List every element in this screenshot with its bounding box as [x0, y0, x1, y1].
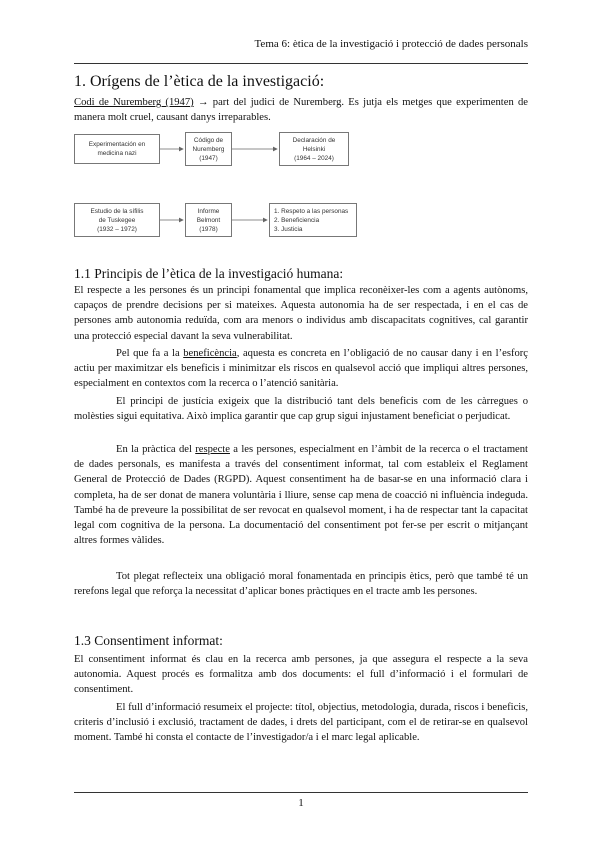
box-nazi-experimentation: Experimentación en medicina nazi	[74, 134, 160, 164]
justice-paragraph: El principi de justícia exigeix que la distribució tant dels beneficis com de les càrregues o molèsties sigui equitativa. Això implica garantir que cap grup sigui injustament beneficiat o perjudicat.	[74, 396, 528, 423]
section-1-1-heading: 1.1 Principis de l’ètica de la investigació humana:	[74, 266, 344, 281]
section-1-intro	[74, 95, 528, 125]
page-number: 1	[298, 797, 304, 809]
respect-paragraph: El respecte a les persones és un principi fonamental que implica reconèixer-les com a agents autònoms, capaços de prendre decisions per si mateixes. Aquesta autonomia ha de ser respectada, i en el cas de persones amb autonomia reduïda, com ara menors o individus amb discapacitats cognitives, cal garantir una protecció especial davant la seva vulnerabilitat.	[74, 285, 528, 342]
summary-paragraph: Tot plegat reflecteix una obligació moral fonamentada en principis ètics, però que també té un rerefons legal que reforça la necessitat d’aplicar bones pràctiques en el tracte amb les persones.	[74, 571, 528, 598]
beneficence-term: beneficència	[183, 348, 237, 359]
box-belmont-principles: 1. Respeto a las personas 2. Beneficiencia 3. Justicia	[269, 203, 357, 237]
informed-consent-paragraph: El consentiment informat és clau en la recerca amb persones, ja que assegura el respecte a la seva autonomia. Aquest procés es formalitza amb dos documents: el full d’informació i el formulari de consentiment.	[74, 654, 528, 696]
consent-practice-paragraph: En la pràctica del respecte a les persones, especialment en l’àmbit de la recerca o el tractament de dades personals, es manifesta a través del consentiment informat, tal com estableix el Reglament General de Protecció de Dades (RGPD). Aquest consentiment ha de basar-se en una informació clara i completa, ha de ser donat de manera voluntària i lliure, sense cap mena de coacció ni influència indeguda. També ha de preveure la possibilitat de ser revocat en qualsevol moment, i ha de respectar tant la capacitat legal com cognitiva de la persona. La documentació del consentiment pot fer-se per escrit o mitjançant altres formes vàlides.	[74, 444, 528, 547]
section-1-intro-text: → part del judici de Nuremberg. Es jutja els metges que experimenten de manera molt cruel, causant danys irreparables.	[74, 97, 528, 124]
footer-rule	[74, 792, 528, 793]
section-1-heading: 1. Orígens de l’ètica de la investigació:	[74, 73, 325, 90]
information-sheet-paragraph: El full d’informació resumeix el projecte: títol, objectius, metodologia, durada, riscos i beneficis, criteris d’inclusió i exclusió, tractament de dades, i drets del participant, com el de retirar-se en qualsevol moment. També hi consta el contacte de l’investigador/a i el marc legal aplicable.	[74, 702, 528, 744]
header-rule	[74, 63, 528, 64]
box-helsinki-declaration: Declaración de Helsinki (1964 – 2024)	[279, 132, 349, 166]
running-header: Tema 6: ètica de la investigació i protecció de dades personals	[254, 38, 528, 50]
box-tuskegee-study: Estudio de la sífilis de Tuskegee (1932 – 1972)	[74, 203, 160, 237]
respect-term: respecte	[195, 444, 230, 455]
timeline-diagram	[74, 128, 528, 252]
box-nuremberg-code: Código de Nuremberg (1947)	[185, 132, 232, 166]
box-belmont-report: Informe Belmont (1978)	[185, 203, 232, 237]
nuremberg-code-link[interactable]: Codi de Nuremberg (1947)	[74, 97, 194, 108]
beneficence-paragraph: Pel que fa a la beneficència, aquesta es concreta en l’obligació de no causar dany i en l’esforç actiu per maximitzar els beneficis i minimitzar els riscos en qualsevol acció que impliqui altres persones, especialment en contextos com la recerca o l’atenció sanitària.	[74, 348, 528, 390]
section-1-3-heading: 1.3 Consentiment informat:	[74, 633, 223, 648]
